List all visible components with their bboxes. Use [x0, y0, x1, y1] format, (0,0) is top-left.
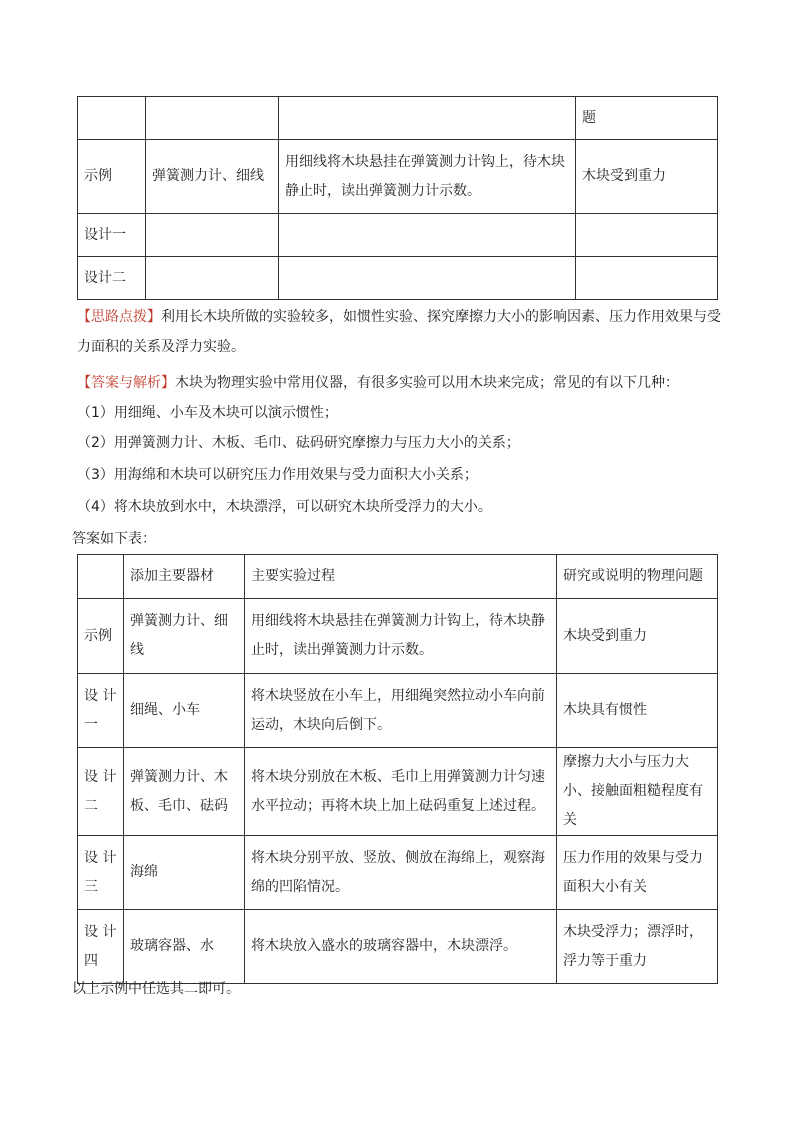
table-cell: 设计二 — [78, 257, 146, 300]
answer-table — [77, 554, 718, 984]
table-cell — [146, 257, 279, 300]
table-cell: 木块具有惯性 — [557, 674, 718, 748]
table-cell: 用细线将木块悬挂在弹簧测力计钩上，待木块静止时，读出弹簧测力计示数。 — [245, 599, 557, 674]
hint-label: 【思路点拨】 — [77, 309, 161, 325]
table-cell — [279, 97, 576, 140]
table-cell: 弹簧测力计、细线 — [124, 599, 245, 674]
table-cell: 题 — [576, 97, 718, 140]
answer-item: （4）将木块放到水中，木块漂浮，可以研究木块所受浮力的大小。 — [77, 499, 492, 515]
table-row — [78, 910, 718, 984]
column-header — [78, 555, 124, 599]
table-row — [78, 257, 718, 300]
table-cell: 设 计二 — [78, 748, 124, 836]
table-cell: 用细线将木块悬挂在弹簧测力计钩上，待木块静止时，读出弹簧测力计示数。 — [279, 140, 576, 214]
footer-note: 以上示例中任选其二即可。 — [72, 981, 240, 997]
table-row — [78, 836, 718, 910]
answer-label: 【答案与解析】 — [77, 375, 175, 391]
table-cell — [576, 257, 718, 300]
table-cell: 将木块分别放在木板、毛巾上用弹簧测力计匀速水平拉动；再将木块上加上砝码重复上述过程。 — [245, 748, 557, 836]
table-cell: 细绳、小车 — [124, 674, 245, 748]
table-cell: 示例 — [78, 599, 124, 674]
table-cell — [146, 214, 279, 257]
table-row — [78, 748, 718, 836]
table-cell — [78, 97, 146, 140]
hint-text: 利用长木块所做的实验较多，如惯性实验、探究摩擦力大小的影响因素、压力作用效果与受力面积的关系及浮力实验。 — [77, 309, 721, 355]
table-cell: 海绵 — [124, 836, 245, 910]
column-header: 主要实验过程 — [245, 555, 557, 599]
table-cell — [279, 257, 576, 300]
table-cell: 将木块分别平放、竖放、侧放在海绵上，观察海绵的凹陷情况。 — [245, 836, 557, 910]
design-table-partial — [77, 96, 718, 300]
table-row — [78, 214, 718, 257]
table-cell: 弹簧测力计、细线 — [146, 140, 279, 214]
table-row — [78, 599, 718, 674]
answer-text: 木块为物理实验中常用仪器，有很多实验可以用木块来完成；常见的有以下几种： — [175, 375, 679, 391]
table-cell: 木块受到重力 — [576, 140, 718, 214]
table-cell: 弹簧测力计、木板、毛巾、砝码 — [124, 748, 245, 836]
table-cell: 压力作用的效果与受力面积大小有关 — [557, 836, 718, 910]
table-cell — [146, 97, 279, 140]
table-cell: 将木块放入盛水的玻璃容器中，木块漂浮。 — [245, 910, 557, 984]
table-cell: 设 计四 — [78, 910, 124, 984]
table-cell: 摩擦力大小与压力大小、接触面粗糙程度有关 — [557, 748, 718, 836]
column-header: 添加主要器材 — [124, 555, 245, 599]
answer-item: （3）用海绵和木块可以研究压力作用效果与受力面积大小关系； — [77, 467, 478, 483]
table-cell: 玻璃容器、水 — [124, 910, 245, 984]
table-cell — [576, 214, 718, 257]
answer-paragraph — [77, 368, 727, 398]
table-header-row — [78, 555, 718, 599]
column-header: 研究或说明的物理问题 — [557, 555, 718, 599]
answer-item: （2）用弹簧测力计、木板、毛巾、砝码研究摩擦力与压力大小的关系； — [77, 435, 520, 451]
table-cell: 将木块竖放在小车上，用细绳突然拉动小车向前运动，木块向后倒下。 — [245, 674, 557, 748]
table-cell: 木块受浮力；漂浮时，浮力等于重力 — [557, 910, 718, 984]
table-row — [78, 97, 718, 140]
table-cell: 设 计三 — [78, 836, 124, 910]
table-cell: 设 计一 — [78, 674, 124, 748]
table-row — [78, 674, 718, 748]
table-cell: 设计一 — [78, 214, 146, 257]
table-cell: 木块受到重力 — [557, 599, 718, 674]
table-cell: 示例 — [78, 140, 146, 214]
table-row — [78, 140, 718, 214]
hint-paragraph — [77, 302, 727, 362]
answer-item: （1）用细绳、小车及木块可以演示惯性； — [77, 405, 338, 421]
table-intro: 答案如下表： — [72, 531, 156, 547]
table-cell — [279, 214, 576, 257]
